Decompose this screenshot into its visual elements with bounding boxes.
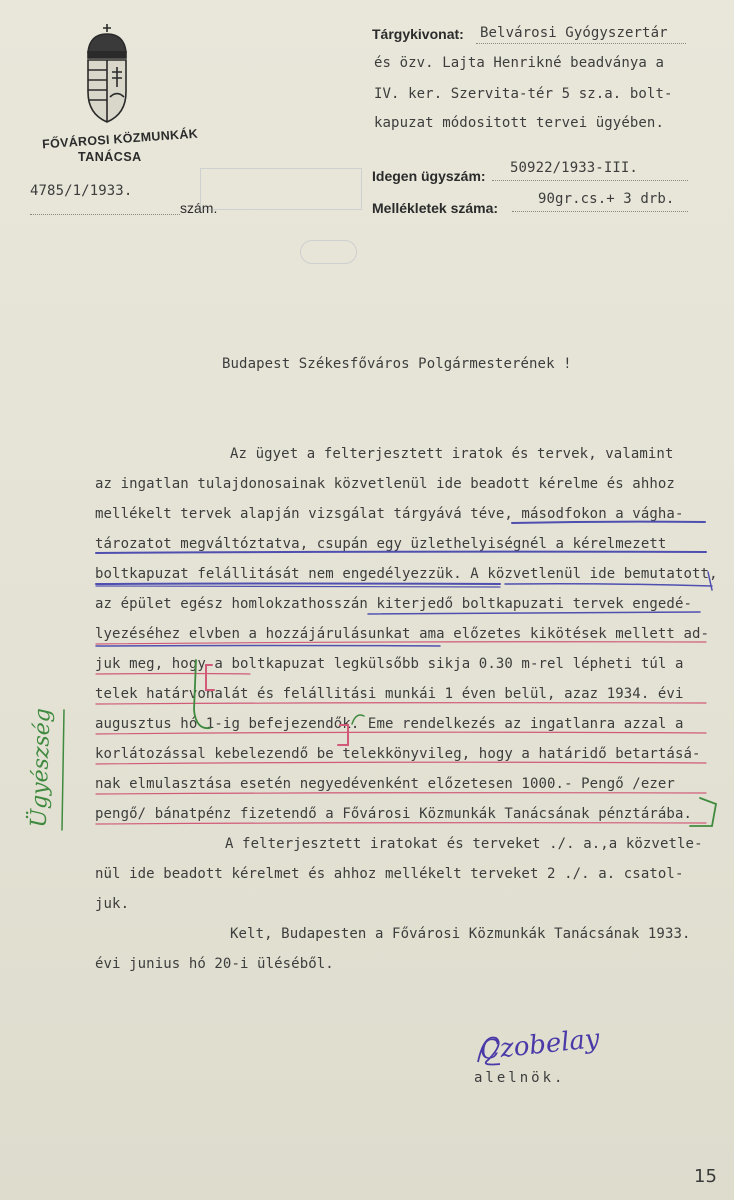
body-line: pengő/ bánatpénz fizetendő a Fővárosi Közmunkák Tanácsának pénztárába. [95, 806, 693, 822]
attachments-value: 90gr.cs.+ 3 drb. [538, 191, 675, 207]
body-line: Az ügyet a felterjesztett iratok és tervek, valamint [230, 446, 674, 462]
addressee: Budapest Székesfőváros Polgármesterének ! [222, 356, 572, 372]
handwritten-signature: Czobelay [478, 1023, 602, 1067]
subject-line-3: IV. ker. Szervita-tér 5 sz.a. bolt- [374, 86, 673, 102]
body-line: Kelt, Budapesten a Fővárosi Közmunkák Tanácsának 1933. [230, 926, 691, 942]
body-line: juk meg, hogy a boltkapuzat legkülsőbb sikja 0.30 m-rel lépheti túl a [95, 656, 684, 672]
body-line: az épület egész homlokzathosszán kiterjedő boltkapuzati tervek engedé- [95, 596, 693, 612]
signature-title: alelnök. [474, 1070, 566, 1086]
body-line: A felterjesztett iratokat és terveket ./. a.,a közvetle- [225, 836, 703, 852]
org-name-line2: TANÁCSA [78, 150, 142, 164]
body-line: korlátozással kebelezendő be telekkönyvileg, hogy a határidő betartásá- [95, 746, 701, 762]
faint-stamp [200, 168, 362, 210]
subject-label: Tárgykivonat: [372, 26, 464, 42]
body-line: nül ide beadott kérelmet és ahhoz mellékelt terveket 2 ./. a. csatol- [95, 866, 684, 882]
body-line: telek határvonalát és felállitási munkái 1 éven belül, azaz 1934. évi [95, 686, 684, 702]
body-line: juk. [95, 896, 130, 912]
signature-flourish-icon [470, 1030, 510, 1070]
margin-note: Ügyészség [26, 707, 56, 828]
subject-line-4: kapuzat módositott tervei ügyében. [374, 115, 664, 131]
body-line: mellékelt tervek alapján vizsgálat tárgyává téve, másodfokon a vágha- [95, 506, 684, 522]
body-line: évi junius hó 20-i üléséből. [95, 956, 334, 972]
body-line: nak elmulasztása esetén negyedévenként előzetesen 1000.- Pengő /ezer [95, 776, 675, 792]
body-line: tározatot megváltóztatva, csupán egy üzlethelyiségnél a kérelmezett [95, 536, 667, 552]
foreign-ref-label: Idegen ügyszám: [372, 168, 486, 184]
page-number: 15 [694, 1166, 717, 1187]
org-name-line1: FŐVÁROSI KÖZMUNKÁK [41, 126, 199, 152]
body-line: lyezéséhez elvben a hozzájárulásunkat ama előzetes kikötések mellett ad- [95, 626, 710, 642]
reference-label: szám. [180, 200, 218, 216]
subject-line-1: Belvárosi Gyógyszertár [480, 25, 668, 41]
subject-line-2: és özv. Lajta Henrikné beadványa a [374, 55, 664, 71]
reference-number: 4785/1/1933. [30, 183, 133, 199]
faint-stamp-round [300, 240, 357, 264]
body-line: augusztus hó 1-ig befejezendők. Eme rendelkezés az ingatlanra azzal a [95, 716, 684, 732]
foreign-ref-value: 50922/1933-III. [510, 160, 638, 176]
body-line: az ingatlan tulajdonosainak közvetlenül ide beadott kérelme és ahhoz [95, 476, 675, 492]
attachments-label: Mellékletek száma: [372, 200, 499, 216]
coat-of-arms-icon [76, 22, 138, 132]
body-line: boltkapuzat felállitását nem engedélyezzük. A közvetlenül ide bemutatott, [95, 566, 718, 582]
